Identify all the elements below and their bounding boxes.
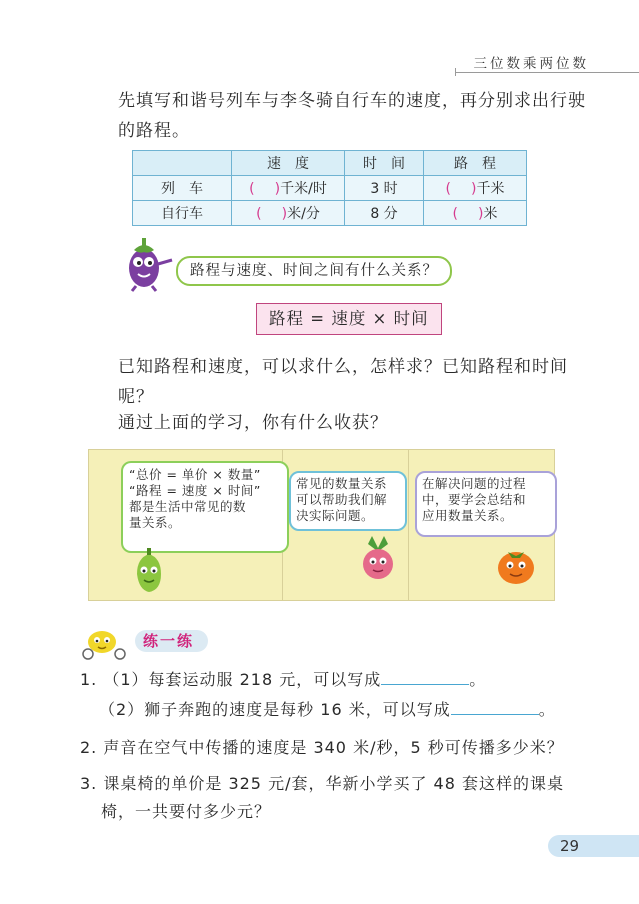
summary-line: “路程 = 速度 × 时间” xyxy=(129,483,261,498)
speed-unit: 千米/时 xyxy=(280,181,327,197)
exercise-text: （2）狮子奔跑的速度是每秒 16 米，可以写成 xyxy=(99,700,451,719)
question-text: 已知路程和速度，可以求什么，怎样求？已知路程和时间呢？ xyxy=(118,357,568,407)
radish-character-icon xyxy=(354,532,402,586)
exercise-item xyxy=(80,734,564,762)
exercise-end: 。 xyxy=(538,700,556,719)
header-empty xyxy=(133,151,232,176)
exercise-number: 1. xyxy=(80,670,98,689)
question-text: 通过上面的学习，你有什么收获？ xyxy=(118,413,388,433)
summary-bubble-1 xyxy=(121,461,289,553)
paren-open: ( xyxy=(445,181,451,197)
summary-bubble-3 xyxy=(415,471,557,537)
summary-line: 决实际问题。 xyxy=(296,508,375,523)
exercise-text: （1）每套运动服 218 元，可以写成 xyxy=(103,670,382,689)
summary-line: 中，要学会总结和 xyxy=(422,492,527,507)
exercise-item xyxy=(80,666,486,694)
practice-title: 练一练 xyxy=(135,630,208,652)
summary-line: 在解决问题的过程 xyxy=(422,476,527,491)
header-distance: 路 程 xyxy=(424,151,527,176)
header-time: 时 间 xyxy=(345,151,424,176)
eggplant-character-icon xyxy=(118,232,174,292)
exercise-item xyxy=(80,770,564,798)
summary-line: “总价 = 单价 × 数量” xyxy=(129,467,261,482)
distance-cell xyxy=(424,201,527,226)
row-label: 列 车 xyxy=(133,176,232,201)
chapter-rule-tick xyxy=(455,68,456,76)
summary-bubble-2 xyxy=(289,471,407,531)
chapter-title: 三位数乘两位数 xyxy=(473,56,589,72)
summary-line: 量关系。 xyxy=(129,515,182,530)
exercise-text: 课桌椅的单价是 325 元/套，华新小学买了 48 套这样的课桌 xyxy=(103,774,564,793)
time-cell: 3 时 xyxy=(345,176,424,201)
exercise-number: 2. xyxy=(80,738,98,757)
distance-cell xyxy=(424,176,527,201)
paren-open: ( xyxy=(452,206,458,222)
answer-blank[interactable] xyxy=(451,696,539,715)
formula-box: 路程 = 速度 × 时间 xyxy=(256,303,442,335)
paren-close: ) xyxy=(471,181,477,197)
intro-text: 先填写和谐号列车与李冬骑自行车的速度，再分别求出行驶的路程。 xyxy=(118,91,586,141)
speed-cell xyxy=(232,176,345,201)
paren-open: ( xyxy=(249,181,255,197)
paren-close: ) xyxy=(281,206,288,222)
answer-blank[interactable] xyxy=(381,666,469,685)
relation-question-bubble: 路程与速度、时间之间有什么关系？ xyxy=(176,256,452,286)
exercise-text-continued: 椅，一共要付多少元？ xyxy=(101,802,272,821)
summary-line: 常见的数量关系 xyxy=(296,476,388,491)
paren-close: ) xyxy=(478,206,484,222)
summary-line: 都是生活中常见的数 xyxy=(129,499,247,514)
exercise-item xyxy=(99,696,556,724)
summary-line: 应用数量关系。 xyxy=(422,508,514,523)
chapter-rule xyxy=(455,72,639,73)
tomato-character-icon xyxy=(491,540,541,590)
row-label: 自行车 xyxy=(133,201,232,226)
distance-unit: 千米 xyxy=(476,181,505,197)
speed-table xyxy=(132,150,527,226)
paren-close: ) xyxy=(274,181,281,197)
table-row xyxy=(133,176,527,201)
speed-cell xyxy=(232,201,345,226)
page-number: 29 xyxy=(560,837,580,855)
exercise-end: 。 xyxy=(469,670,487,689)
exercise-number: 3. xyxy=(80,774,98,793)
pepper-character-icon xyxy=(129,548,169,596)
panel-divider xyxy=(408,450,409,600)
header-speed: 速 度 xyxy=(232,151,345,176)
distance-unit: 米 xyxy=(483,206,498,222)
speed-unit: 米/分 xyxy=(287,206,320,222)
lemon-character-icon xyxy=(80,620,136,660)
table-row xyxy=(133,201,527,226)
time-cell: 8 分 xyxy=(345,201,424,226)
exercise-text: 声音在空气中传播的速度是 340 米/秒，5 秒可传播多少米？ xyxy=(103,738,564,757)
summary-line: 可以帮助我们解 xyxy=(296,492,388,507)
summary-panel xyxy=(88,449,555,601)
paren-open: ( xyxy=(256,206,262,222)
